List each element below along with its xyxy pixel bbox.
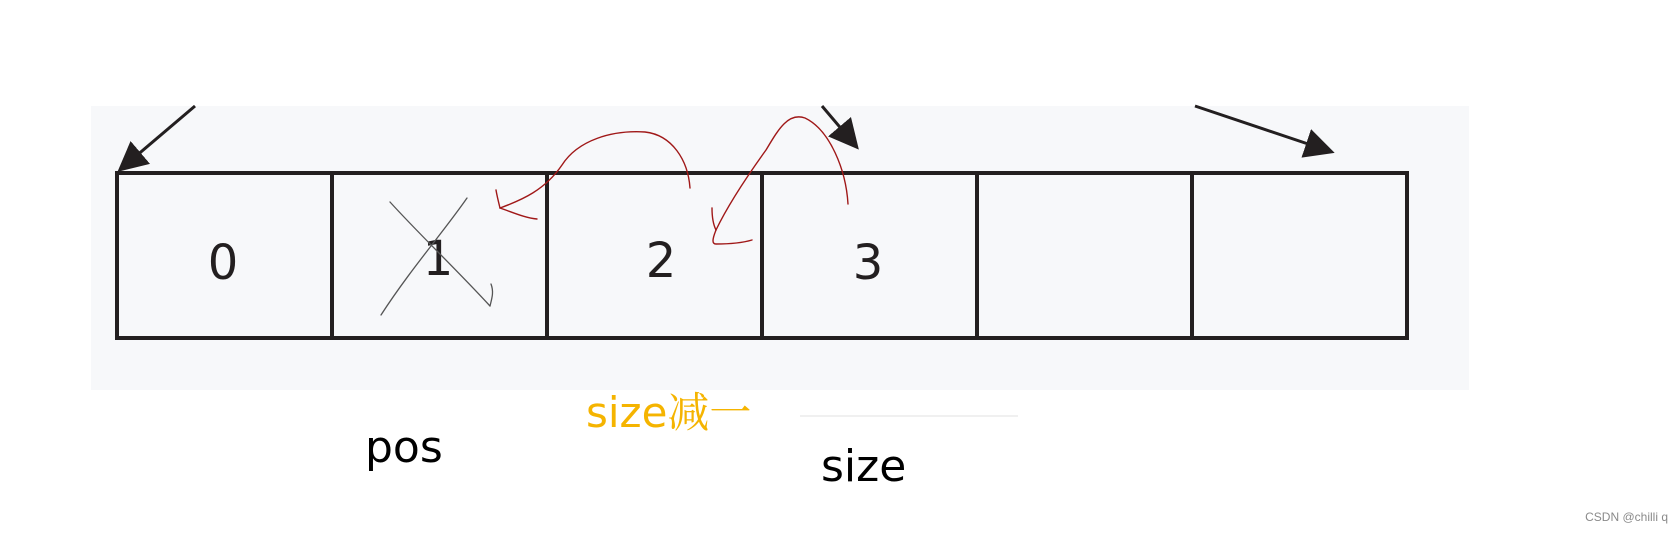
pos-label: pos (365, 422, 443, 473)
cell-value-3: 3 (852, 235, 884, 291)
size-decrement-label: size减一 (586, 388, 752, 437)
cell-value-0: 0 (207, 235, 239, 291)
diagram-panel (91, 106, 1469, 390)
cell-value-1: 1 (422, 231, 454, 287)
cell-value-2: 2 (645, 233, 677, 289)
size-label: size (821, 441, 907, 492)
watermark: CSDN @chilli q (1585, 510, 1668, 524)
